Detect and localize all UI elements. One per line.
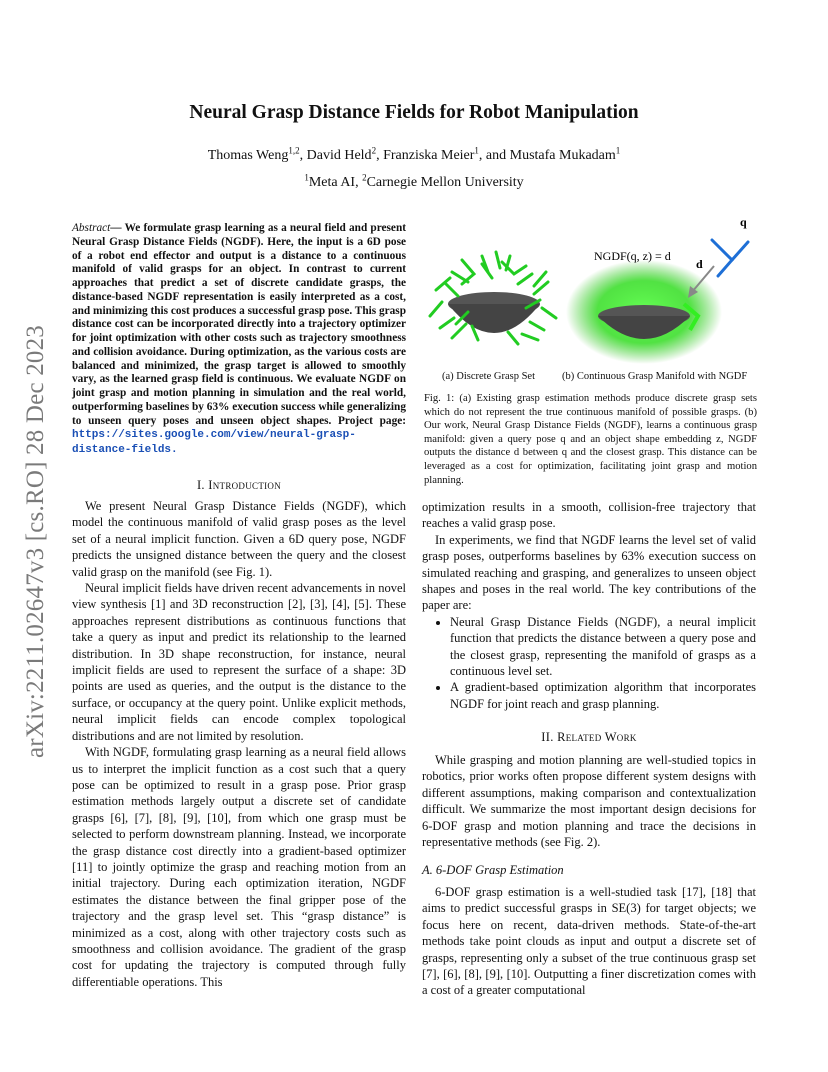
arxiv-identifier: arXiv:2211.02647v3 [cs.RO] 28 Dec 2023 [22,325,49,758]
subfigure-a-label: (a) Discrete Grasp Set [442,371,536,382]
project-page-link[interactable]: https://sites.google.com/view/neural-grasp-distance-fields. [72,429,356,456]
related-work-body [422,752,756,850]
label-q: q [740,215,747,229]
ngdf-equation: NGDF(q, z) = d [594,249,671,263]
author-list: Thomas Weng$^{1,2}$, David Held$^2$, Franziska Meier$^1$, and Mustafa Mukadam$^1$ [207,145,621,163]
paper-title: Neural Grasp Distance Fields for Robot Manipulation [189,102,639,123]
continuous-grasp-manifold-image [566,260,722,364]
figure-1-caption: Fig. 1: (a) Existing grasp estimation methods produce discrete grasp sets which do not represent the true continuous manifold of possible grasps. (b) Our work, Neural Grasp Distance Fields (NGDF), learns a continuous grasp manifold: given a query pose q and an object shape embedding z, NGDF outputs the distance d between q and the closest grasp. This distance can be leveraged as a cost for optimization, facilitating joint grasp and motion planning. [424,393,757,486]
subsection-heading-grasp-estimation: A. 6-DOF Grasp Estimation [422,863,564,877]
related-paragraph: While grasping and motion planning are well-studied topics in robotics, prior works often propose different system designs with different assumptions, making comparison and contextualization difficult. We summarize the most important design decisions for 6-DOF grasp and motion planning and trace the decisions in representative methods (see Fig. 2). [422,753,756,850]
figure-1-illustration [422,212,762,372]
section-heading-related-work: II. Related Work [541,730,637,744]
intro-paragraph-1: We present Neural Grasp Distance Fields (NGDF), which model the continuous manifold of valid grasp poses as the level set of a neural implicit function. Given a 6D query pose, NGDF predicts the unsigned distance between the query and the closest valid grasp on the manifold (see Fig. 1). [72,499,406,579]
grasp-estimation-paragraph: 6-DOF grasp estimation is a well-studied task [17], [18] that aims to predict successful grasps in SE(3) for target objects; we focus here on recent, data-driven methods. State-of-the-art methods take point clouds as input and output a discrete set of grasps, representing only a subset of the true continuous grasp set [7], [6], [8], [9], [10]. Outputting a finer discretization comes with a cost of a greater computational [422,885,756,998]
abstract-text: — We formulate grasp learning as a neural field and present Neural Grasp Distance Fields (NGDF). Here, the input is a 6D pose of a robot end effector and output is a distance to a continuous manifold of valid grasps for an object. In contrast to current approaches that predict a set of discrete candidate grasps, the distance-based NGDF representation is easily interpreted as a cost, and minimizing this cost produces a successful grasp pose. This grasp distance cost can be incorporated directly into a trajectory optimizer for joint optimization with other costs such as trajectory smoothness and collision avoidance. During optimization, as the various costs are balanced and minimized, the grasp target is allowed to smoothly vary, as the learned grasp field is continuous. We evaluate NGDF on joint grasp and motion planning in simulation and the real world, outperforming baselines by 63% execution success while generalizing to unseen query poses and unseen object shapes. Project page: [72,222,406,427]
contributions-list [422,614,756,712]
abstract-label: Abstract [72,222,111,234]
intro-paragraph-3: With NGDF, formulating grasp learning as a neural field allows us to interpret the implicit function as a cost such that a query pose can be optimized to result in a grasp pose. Prior grasp estimation methods largely output a discrete set of candidate grasps [6], [7], [8], [9], [10], from which one grasp must be selected to perform downstream planning. Instead, we incorporate the grasp distance cost directly into a gradient-based optimizer [11] to jointly optimize the grasp and reaching motion from an initial trajectory. During each optimization iteration, NGDF estimates the distance between the final gripper pose of the trajectory and the grasp level set. This “grasp distance” is minimized as a cost, along with other trajectory costs such as smoothness and collision avoidance. The gradient of the grasp cost for updating the trajectory is computed through fully differentiable operations. This [72,745,406,989]
right-paragraph-2: In experiments, we find that NGDF learns the level set of valid grasp poses, outperforms baselines by 63% execution success on simulated reaching and grasping, and generalizes to unseen object shapes and poses in the real world. The key contributions of the paper are: [422,532,756,613]
subfigure-b-label: (b) Continuous Grasp Manifold with NGDF [562,371,748,382]
contribution-item: • A gradient-based optimization algorithm that incorporates NGDF for joint reach and grasp planning. [450,679,756,712]
label-d: d [696,257,703,271]
affiliations: $^1$Meta AI, $^2$Carnegie Mellon University [304,172,524,190]
left-column-body [72,498,406,990]
right-paragraph-1: optimization results in a smooth, collision-free trajectory that reaches a valid grasp pose. [422,500,756,531]
query-pose-gripper-icon [712,240,748,276]
section-heading-introduction: I. Introduction [196,478,282,492]
grasp-estimation-body [422,884,756,999]
intro-paragraph-2: Neural implicit fields have driven recent advancements in novel view synthesis [1] and 3D reconstruction [2], [3], [4], [5]. These approaches represent distributions as continuous functions that take a query as input and predict its relationship to the learned distribution. In 3D shape reconstruction, for instance, neural implicit fields are used to represent the surface of a shape: 3D points are used as queries, and the output is the distance to the surface, or occupancy at the query point. Unlike explicit methods, neural implicit fields can encode complex topological distributions and are not limited by resolution. [72,581,406,743]
discrete-grasp-set-image [430,252,556,344]
abstract [72,222,406,458]
contribution-item: • Neural Grasp Distance Fields (NGDF), a neural implicit function that predicts the distance between a query pose and the closest grasp, representing the manifold of grasps as a continuous level set. [450,614,756,680]
right-column-body [422,499,756,712]
